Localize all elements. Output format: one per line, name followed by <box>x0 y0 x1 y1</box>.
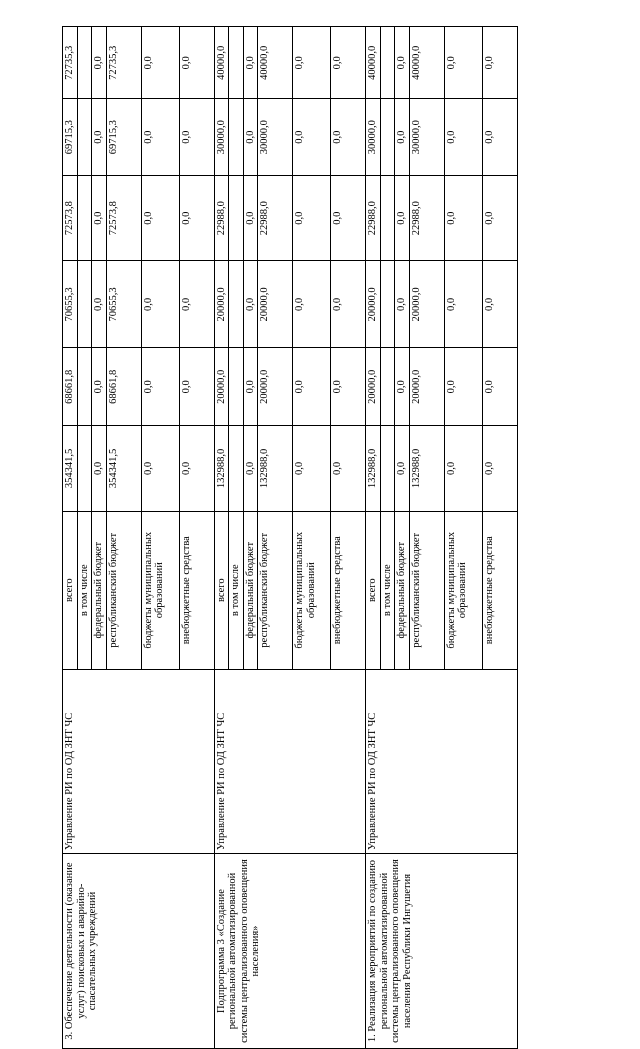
executor-name: Управление РИ по ОД ЗНТ ЧС <box>214 669 366 853</box>
amount-cell: 69715,3 <box>106 99 141 175</box>
amount-cell: 22988,0 <box>366 175 381 261</box>
amount-cell: 40000,0 <box>409 27 444 100</box>
amount-cell: 0,0 <box>444 27 482 100</box>
amount-cell: 68661,8 <box>63 348 78 426</box>
funding-source: в том числе <box>380 511 395 669</box>
amount-cell: 354341,5 <box>106 426 141 512</box>
amount-cell: 0,0 <box>482 348 517 426</box>
table-row <box>63 27 78 1049</box>
amount-cell: 0,0 <box>331 426 366 512</box>
amount-cell: 0,0 <box>141 27 179 100</box>
amount-cell: 0,0 <box>141 426 179 512</box>
amount-cell: 20000,0 <box>366 261 381 348</box>
amount-cell: 20000,0 <box>409 348 444 426</box>
funding-source: бюджеты муниципальных образований <box>293 511 331 669</box>
amount-cell: 0,0 <box>243 348 258 426</box>
amount-cell: 68661,8 <box>106 348 141 426</box>
amount-cell <box>380 426 395 512</box>
amount-cell: 30000,0 <box>366 99 381 175</box>
amount-cell: 0,0 <box>243 27 258 100</box>
amount-cell: 0,0 <box>92 426 107 512</box>
funding-source: всего <box>214 511 229 669</box>
amount-cell <box>77 348 92 426</box>
executor-name: Управление РИ по ОД ЗНТ ЧС <box>63 669 215 853</box>
amount-cell: 0,0 <box>141 348 179 426</box>
amount-cell <box>77 426 92 512</box>
amount-cell: 0,0 <box>444 426 482 512</box>
funding-source: республиканский бюджет <box>409 511 444 669</box>
amount-cell: 0,0 <box>482 175 517 261</box>
funding-source: республиканский бюджет <box>258 511 293 669</box>
amount-cell: 30000,0 <box>409 99 444 175</box>
amount-cell: 0,0 <box>395 175 410 261</box>
amount-cell: 0,0 <box>293 261 331 348</box>
funding-source: всего <box>366 511 381 669</box>
amount-cell: 30000,0 <box>258 99 293 175</box>
amount-cell: 0,0 <box>331 261 366 348</box>
amount-cell <box>380 27 395 100</box>
funding-source: федеральный бюджет <box>395 511 410 669</box>
amount-cell: 0,0 <box>331 175 366 261</box>
funding-source: всего <box>63 511 78 669</box>
amount-cell <box>380 261 395 348</box>
amount-cell: 0,0 <box>92 99 107 175</box>
amount-cell: 0,0 <box>179 348 214 426</box>
funding-source: федеральный бюджет <box>92 511 107 669</box>
funding-source: внебюджетные средства <box>331 511 366 669</box>
amount-cell: 40000,0 <box>258 27 293 100</box>
activity-name: 1. Реализация мероприятий по созданию региональной автоматизированной системы централизованного оповещения населения Республики Ингушетия <box>366 854 518 1049</box>
funding-source: бюджеты муниципальных образований <box>444 511 482 669</box>
amount-cell: 0,0 <box>243 99 258 175</box>
amount-cell: 30000,0 <box>214 99 229 175</box>
amount-cell: 132988,0 <box>214 426 229 512</box>
amount-cell: 20000,0 <box>258 348 293 426</box>
funding-source: в том числе <box>229 511 244 669</box>
executor-name: Управление РИ по ОД ЗНТ ЧС <box>366 669 518 853</box>
amount-cell: 0,0 <box>179 175 214 261</box>
amount-cell <box>77 175 92 261</box>
amount-cell: 40000,0 <box>214 27 229 100</box>
amount-cell: 0,0 <box>293 27 331 100</box>
amount-cell: 0,0 <box>141 99 179 175</box>
table-row <box>214 27 229 1049</box>
amount-cell: 132988,0 <box>258 426 293 512</box>
amount-cell: 132988,0 <box>409 426 444 512</box>
amount-cell <box>229 27 244 100</box>
amount-cell: 0,0 <box>395 348 410 426</box>
amount-cell: 72573,8 <box>63 175 78 261</box>
amount-cell: 70655,3 <box>106 261 141 348</box>
amount-cell: 0,0 <box>293 426 331 512</box>
amount-cell: 0,0 <box>331 27 366 100</box>
amount-cell <box>77 261 92 348</box>
amount-cell: 0,0 <box>395 27 410 100</box>
budget-table <box>62 26 518 1049</box>
amount-cell: 0,0 <box>293 99 331 175</box>
amount-cell: 0,0 <box>92 348 107 426</box>
amount-cell <box>229 261 244 348</box>
amount-cell: 20000,0 <box>258 261 293 348</box>
amount-cell: 0,0 <box>179 426 214 512</box>
funding-source: бюджеты муниципальных образований <box>141 511 179 669</box>
amount-cell: 0,0 <box>92 27 107 100</box>
amount-cell <box>229 175 244 261</box>
amount-cell: 20000,0 <box>214 261 229 348</box>
amount-cell: 0,0 <box>293 348 331 426</box>
amount-cell: 40000,0 <box>366 27 381 100</box>
amount-cell: 0,0 <box>141 261 179 348</box>
rotated-table-container <box>62 26 507 1049</box>
amount-cell <box>229 348 244 426</box>
amount-cell: 0,0 <box>395 426 410 512</box>
amount-cell: 0,0 <box>331 348 366 426</box>
amount-cell: 0,0 <box>395 261 410 348</box>
funding-source: внебюджетные средства <box>482 511 517 669</box>
activity-name: 3. Обеспечение деятельности (оказание услуг) поисковых и аварийно-спасательных учреждений <box>63 854 215 1049</box>
amount-cell: 72573,8 <box>106 175 141 261</box>
amount-cell: 0,0 <box>395 99 410 175</box>
amount-cell: 0,0 <box>331 99 366 175</box>
amount-cell: 0,0 <box>92 175 107 261</box>
amount-cell: 0,0 <box>243 175 258 261</box>
amount-cell <box>380 348 395 426</box>
amount-cell: 20000,0 <box>366 348 381 426</box>
amount-cell <box>229 426 244 512</box>
activity-name: Подпрограмма 3 «Создание региональной автоматизированной системы централизованного оповещения населения» <box>214 854 366 1049</box>
amount-cell: 72735,3 <box>106 27 141 100</box>
amount-cell <box>77 99 92 175</box>
funding-source: республиканский бюджет <box>106 511 141 669</box>
amount-cell: 69715,3 <box>63 99 78 175</box>
amount-cell: 0,0 <box>179 99 214 175</box>
amount-cell: 0,0 <box>92 261 107 348</box>
amount-cell: 0,0 <box>444 348 482 426</box>
amount-cell: 22988,0 <box>214 175 229 261</box>
amount-cell <box>77 27 92 100</box>
amount-cell: 0,0 <box>179 27 214 100</box>
funding-source: федеральный бюджет <box>243 511 258 669</box>
amount-cell: 22988,0 <box>409 175 444 261</box>
funding-source: в том числе <box>77 511 92 669</box>
funding-source: внебюджетные средства <box>179 511 214 669</box>
amount-cell: 0,0 <box>482 261 517 348</box>
amount-cell: 20000,0 <box>214 348 229 426</box>
amount-cell: 0,0 <box>444 99 482 175</box>
amount-cell <box>380 175 395 261</box>
amount-cell: 70655,3 <box>63 261 78 348</box>
amount-cell: 0,0 <box>482 99 517 175</box>
amount-cell: 20000,0 <box>409 261 444 348</box>
amount-cell: 132988,0 <box>366 426 381 512</box>
amount-cell: 0,0 <box>444 261 482 348</box>
amount-cell <box>380 99 395 175</box>
table-row <box>366 27 381 1049</box>
amount-cell: 72735,3 <box>63 27 78 100</box>
budget-table-body <box>63 27 518 1049</box>
amount-cell: 0,0 <box>444 175 482 261</box>
amount-cell: 354341,5 <box>63 426 78 512</box>
amount-cell: 0,0 <box>482 27 517 100</box>
amount-cell: 0,0 <box>243 261 258 348</box>
amount-cell: 0,0 <box>141 175 179 261</box>
amount-cell <box>229 99 244 175</box>
amount-cell: 0,0 <box>179 261 214 348</box>
amount-cell: 0,0 <box>293 175 331 261</box>
amount-cell: 22988,0 <box>258 175 293 261</box>
amount-cell: 0,0 <box>482 426 517 512</box>
amount-cell: 0,0 <box>243 426 258 512</box>
